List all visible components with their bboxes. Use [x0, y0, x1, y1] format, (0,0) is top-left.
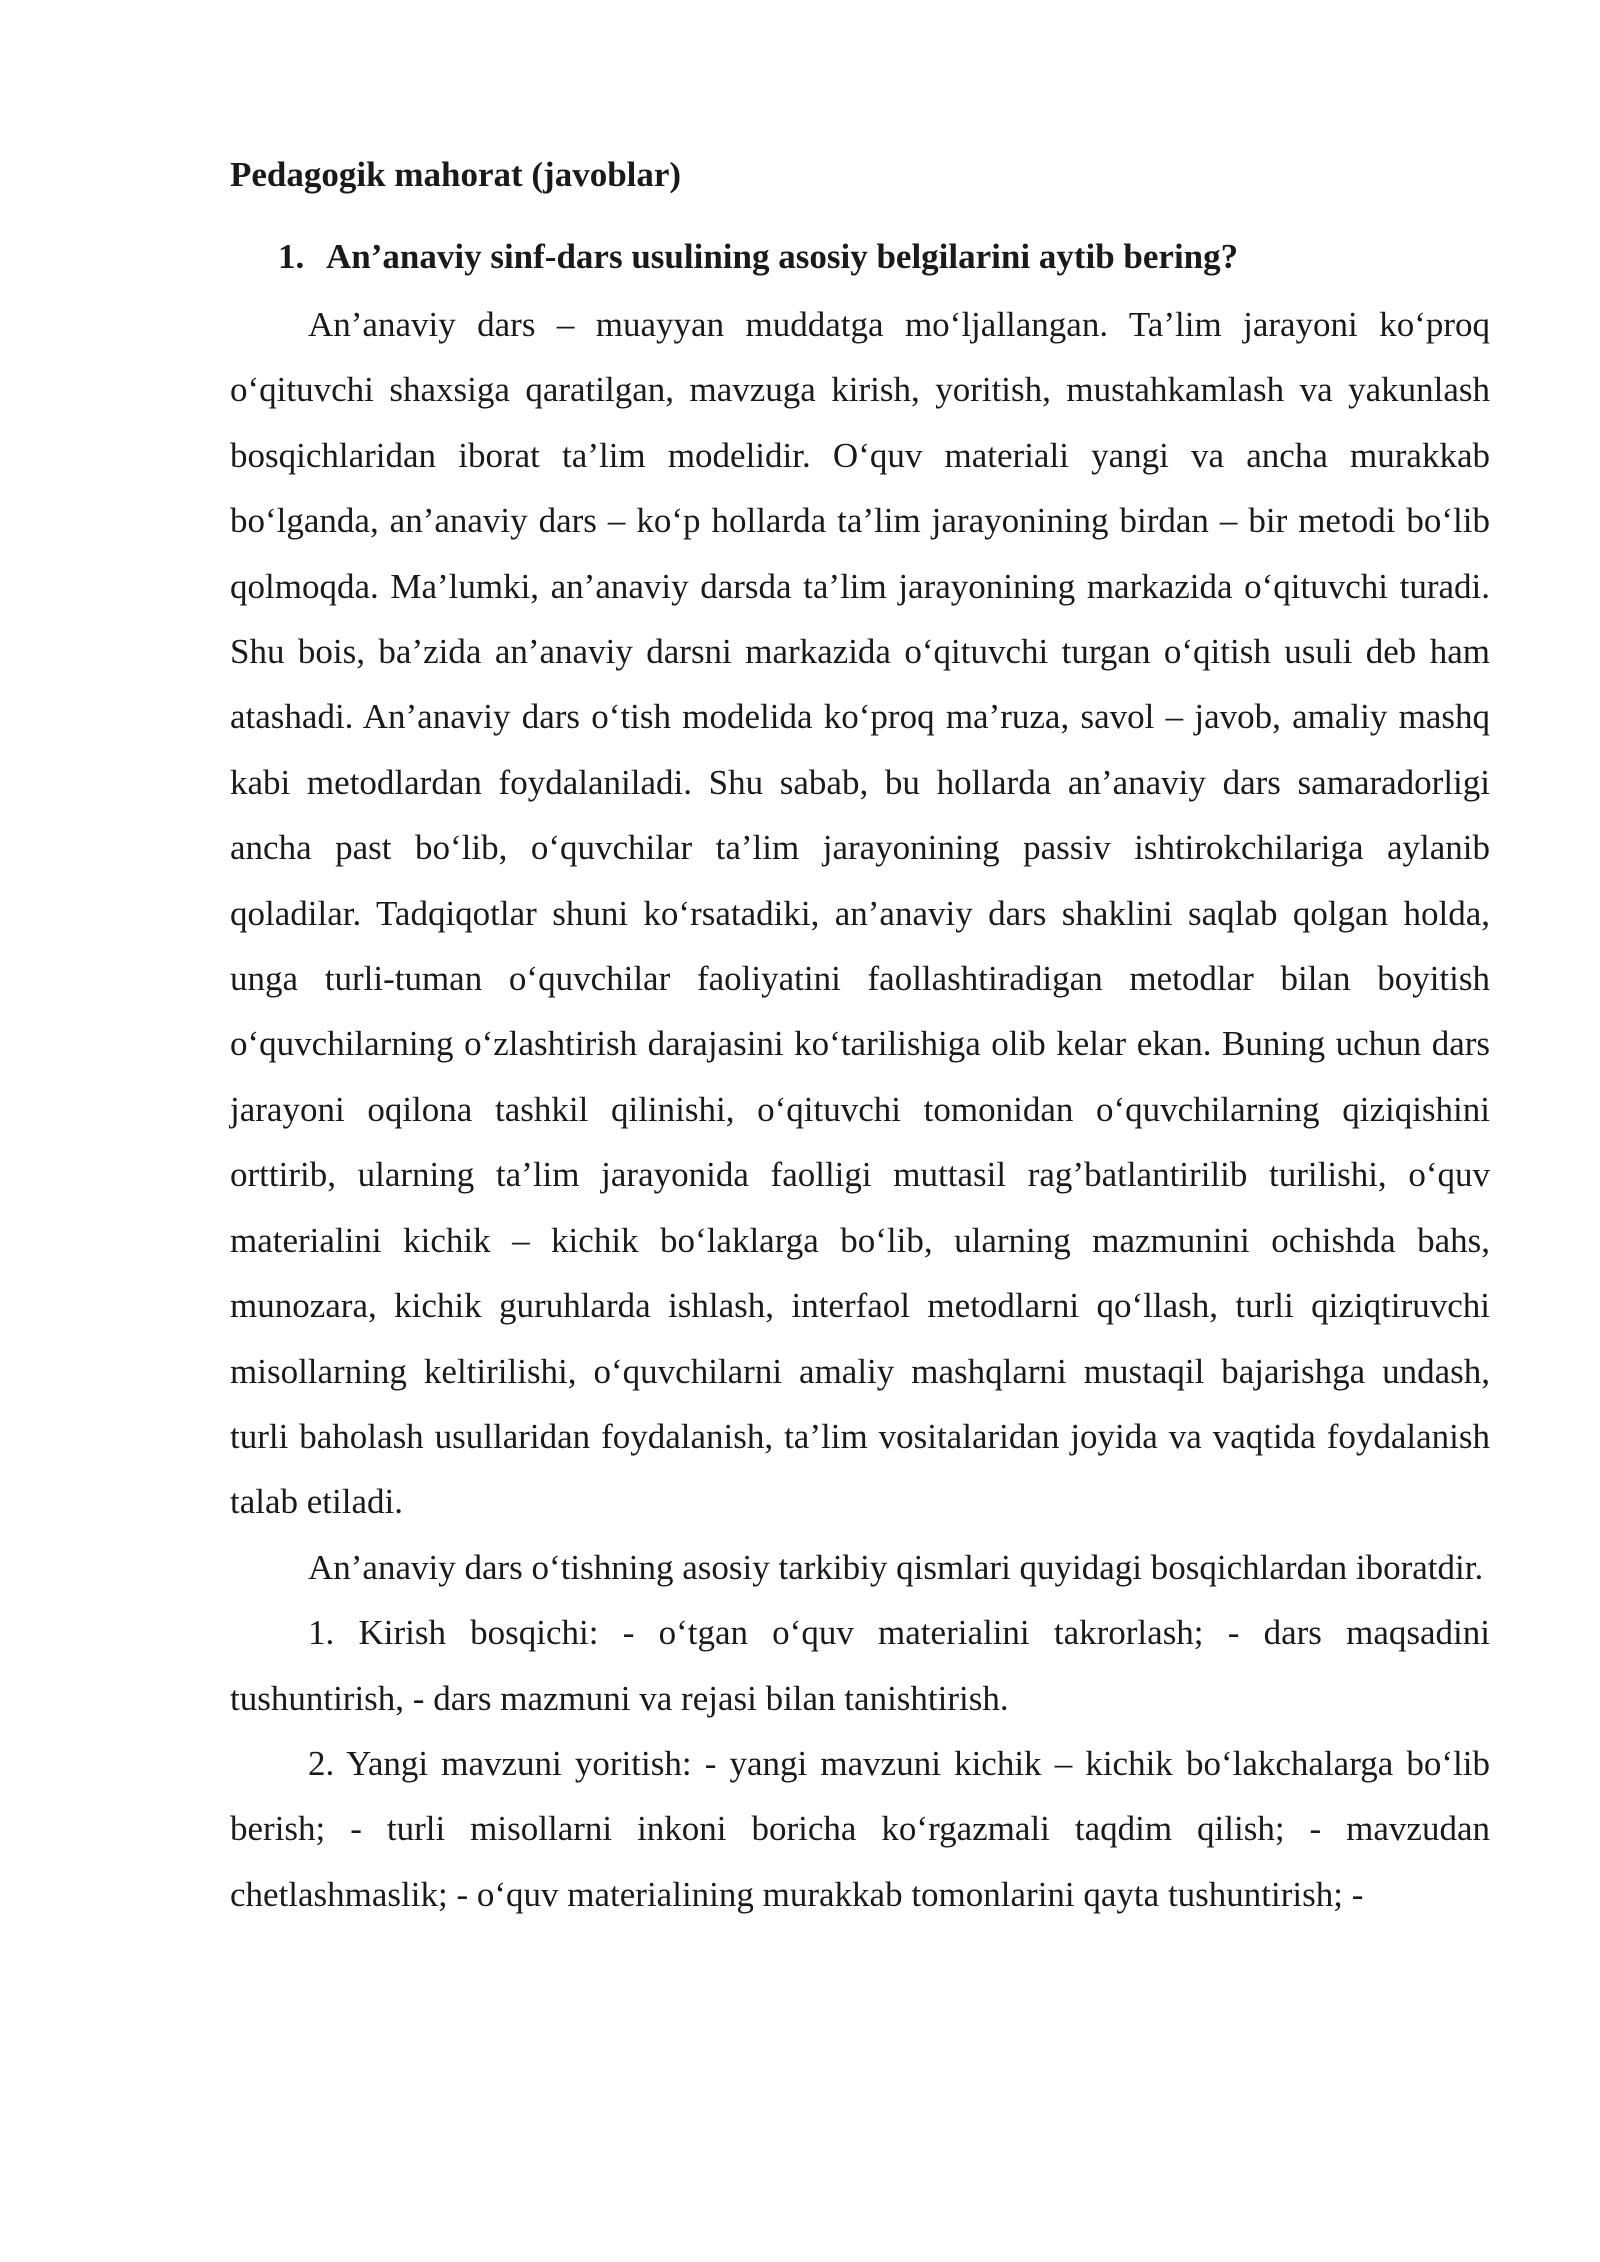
- document-page: [230, 150, 1490, 1927]
- document-title: Pedagogik mahorat (javoblar): [230, 155, 682, 194]
- answer-paragraph: An’anaviy dars – muayyan muddatga mo‘ljallangan. Ta’lim jarayoni ko‘proq o‘qituvchi shaxsiga qaratilgan, mavzuga kirish, yoritish, mustahkamlash va yakunlash bosqichlaridan iborat ta’lim modelidir. O‘quv materiali yangi va ancha murakkab bo‘lganda, an’anaviy dars – ko‘p hollarda ta’lim jarayonining birdan – bir metodi bo‘lib qolmoqda. Ma’lumki, an’anaviy darsda ta’lim jarayonining markazida o‘qituvchi turadi. Shu bois, ba’zida an’anaviy darsni markazida o‘qituvchi turgan o‘qitish usuli deb ham atashadi. An’anaviy dars o‘tish modelida ko‘proq ma’ruza, savol – javob, amaliy mashq kabi metodlardan foydalaniladi. Shu sabab, bu hollarda an’anaviy dars samaradorligi ancha past bo‘lib, o‘quvchilar ta’lim jarayonining passiv ishtirokchilariga aylanib qoladilar. Tadqiqotlar shuni ko‘rsatadiki, an’anaviy dars shaklini saqlab qolgan holda, unga turli-tuman o‘quvchilar faoliyatini faollashtiradigan metodlar bilan boyitish o‘quvchilarning o‘zlashtirish darajasini ko‘tarilishiga olib kelar ekan. Buning uchun dars jarayoni oqilona tashkil qilinishi, o‘qituvchi tomonidan o‘quvchilarning qiziqishini orttirib, ularning ta’lim jarayonida faolligi muttasil rag’batlantirilib turilishi, o‘quv materialini kichik – kichik bo‘laklarga bo‘lib, ularning mazmunini ochishda bahs, munozara, kichik guruhlarda ishlash, interfaol metodlarni qo‘llash, turli qiziqtiruvchi misollarning keltirilishi, o‘quvchilarni amaliy mashqlarni mustaqil bajarishga undash, turli baholash usullaridan foydalanish, ta’lim vositalaridan joyida va vaqtida foydalanish talab etiladi.: [230, 305, 1490, 1522]
- stage-1-paragraph: 1. Kirish bosqichi: - o‘tgan o‘quv materialini takrorlash; - dars maqsadini tushuntirish, - dars mazmuni va rejasi bilan tanishtirish.: [230, 1613, 1490, 1718]
- stage-2-paragraph: 2. Yangi mavzuni yoritish: - yangi mavzuni kichik – kichik bo‘lakchalarga bo‘lib berish; - turli misollarni inkoni boricha ko‘rgazmali taqdim qilish; - mavzudan chetlashmaslik; - o‘quv materialining murakkab tomonlarini qayta tushuntirish; -: [230, 1743, 1490, 1914]
- question-heading: [230, 232, 1490, 282]
- question-text: An’anaviy sinf-dars usulining asosiy belgilarini aytib bering?: [326, 237, 1239, 276]
- structure-intro-paragraph: An’anaviy dars o‘tishning asosiy tarkibiy qismlari quyidagi bosqichlardan iboratdir.: [308, 1547, 1484, 1587]
- question-number: 1.: [278, 237, 305, 276]
